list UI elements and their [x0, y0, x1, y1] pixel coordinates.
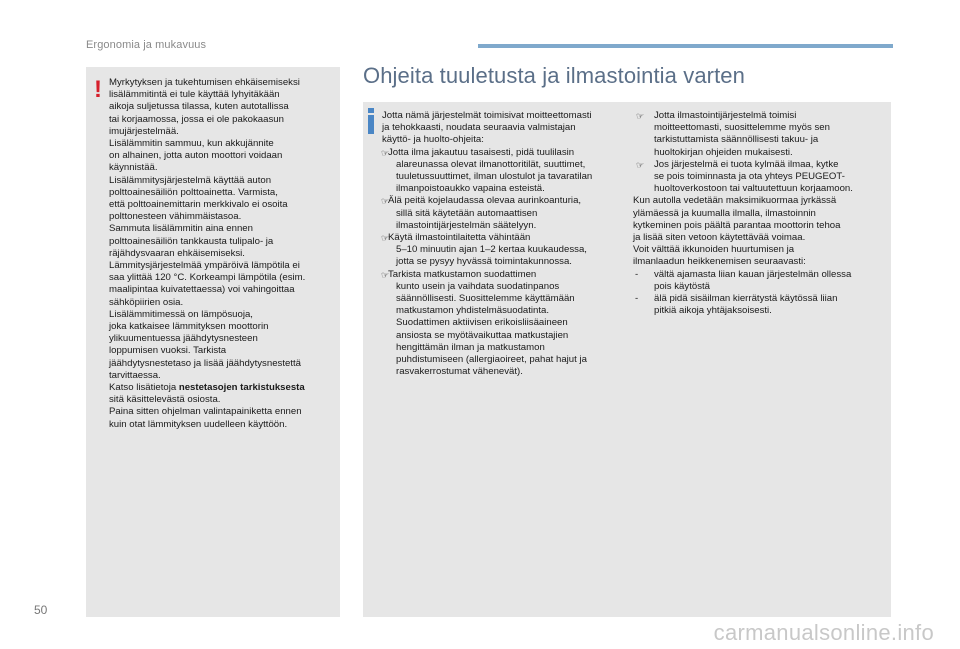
list-item: ☞ Älä peitä kojelaudassa olevaa aurinkoanturia, sillä sitä käytetään automaattisen ilmastointijärjestelmän säätelyyn. — [381, 195, 582, 231]
bullet-icon: ☞ — [381, 233, 390, 244]
warning-line: polttonesteen vähimmäistasoa. — [109, 211, 242, 223]
warning-line: Lisälämmitysjärjestelmä käyttää auton — [109, 174, 272, 186]
warning-line: Paina sitten ohjelman valintapainiketta ennen — [109, 406, 302, 418]
section-header: Ergonomia ja mukavuus — [86, 39, 207, 51]
info-column-left — [368, 110, 630, 378]
section-title: Ohjeita tuuletusta ja ilmastointia varten — [363, 63, 745, 88]
watermark: carmanualsonline.info — [713, 620, 934, 645]
warning-line: jäähdytysnestetaso ja lisää jäähdytysnestettä — [109, 357, 301, 369]
warning-line: on alhainen, jotta auton moottori voidaan — [109, 150, 283, 162]
intro-line: ja tehokkaasti, noudata seuraavia valmistajan — [382, 122, 576, 134]
paragraph-line: Voit välttää ikkunoiden huurtumisen ja — [633, 244, 795, 256]
list-item: ☞ Jos järjestelmä ei tuota kylmää ilmaa, kytke se pois toiminnasta ja ota yhteys PEUGEOT- huoltoverkostoon tai valtuutettuun korjaamoon. — [636, 158, 853, 195]
warning-line: käynnistää. — [109, 162, 158, 174]
paragraph-line: kytkeminen pois päältä parantaa moottorin tehoa — [633, 219, 841, 231]
list-item: ☞ Jotta ilma jakautuu tasaisesti, pidä tuulilasin alareunassa olevat ilmanottoritilät, suuttimet, tuuletussuuttimet, ilman ulostulot ja tavaratilan ilmanpoistoaukko vapaina esteistä. — [381, 146, 593, 195]
warning-line: sähköpiirien osia. — [109, 296, 184, 308]
info-box — [363, 102, 891, 617]
info-column-right — [633, 110, 889, 317]
warning-line: imujärjestelmää. — [109, 125, 179, 137]
paragraph-line: ja lisää siten vetoon käytettävää voimaa. — [633, 232, 806, 244]
warning-line: Sammuta lisälämmitin aina ennen — [109, 223, 253, 235]
list-item: ☞ Käytä ilmastointilaitetta vähintään 5–10 minuutin ajan 1–2 kertaa kuukaudessa, jotta se pysyy hyvässä toimintakunnossa. — [381, 232, 587, 268]
bullet-icon: ☞ — [381, 196, 390, 207]
warning-line: saa ylittää 120 °C. Korkeampi lämpötila (esim. — [109, 272, 306, 284]
warning-line: Lämmitysjärjestelmää ympäröivä lämpötila ei — [109, 260, 300, 272]
warning-line: polttoainesäiliön polttoainetta. Varmista, — [109, 186, 278, 198]
paragraph-line: ilmanlaadun heikkenemisen seuraavasti: — [633, 256, 806, 268]
bullet-icon: ☞ — [636, 159, 645, 170]
dash-marker: - — [635, 293, 639, 305]
warning-text — [109, 77, 338, 431]
warning-line: ylikuumentuessa jäähdytysnesteen — [109, 333, 258, 345]
warning-line: kuin otat lämmityksen uudelleen käyttöön. — [109, 418, 288, 430]
warning-line: loppumisen vuoksi. Tarkista — [109, 345, 227, 357]
warning-reference-line — [109, 382, 338, 394]
warning-line: aikoja suljetussa tilassa, kuten autotallissa — [109, 101, 289, 113]
bullet-icon: ☞ — [381, 269, 390, 280]
list-item: - älä pidä sisäilman kierrätystä käytössä liian pitkiä aikoja yhtäjaksoisesti. — [635, 293, 838, 317]
warning-line: lisälämmitintä ei tule käyttää lyhyitäkään — [109, 89, 280, 101]
list-item: ☞ Jotta ilmastointijärjestelmä toimisi moitteettomasti, suosittelemme myös sen tarkistuttamista säännöllisesti takuu- ja huoltokirjan ohjeiden mukaisesti. — [636, 110, 830, 158]
warning-box — [86, 67, 340, 617]
warning-line: räjähdysvaaran ehkäisemiseksi. — [109, 247, 245, 259]
warning-line: tarvittaessa. — [109, 369, 161, 381]
warning-line: polttoainesäiliön tankkausta tulipalo- ja — [109, 235, 274, 247]
warning-line: joka katkaisee lämmityksen moottorin — [109, 321, 269, 333]
warning-line: maalipintaa kuivatettaessa) voi vahingoittaa — [109, 284, 295, 296]
header-accent-bar — [478, 44, 893, 48]
paragraph-line: Kun autolla vedetään maksimikuormaa jyrkässä — [633, 195, 837, 207]
warning-line: sitä käsittelevästä osiosta. — [109, 394, 221, 406]
intro-line: käyttö- ja huolto-ohjeita: — [382, 134, 484, 146]
page-number: 50 — [34, 603, 48, 617]
warning-line: Lisälämmitin sammuu, kun akkujännite — [109, 138, 274, 150]
warning-line: että polttoainemittarin merkkivalo ei osoita — [109, 199, 288, 211]
warning-line: Myrkytyksen ja tukehtumisen ehkäisemiseksi — [109, 77, 300, 88]
list-item: - vältä ajamasta liian kauan järjestelmän ollessa pois käytöstä — [635, 268, 852, 292]
reference-prefix: Katso lisätietoja — [109, 382, 179, 394]
reference-link-text[interactable]: nestetasojen tarkistuksesta — [178, 382, 305, 394]
bullet-icon: ☞ — [636, 111, 645, 121]
bullet-icon: ☞ — [381, 147, 390, 158]
exclamation-icon: ! — [94, 76, 102, 103]
warning-line: Lisälämmitimessä on lämpösuoja, — [109, 308, 253, 320]
list-item: ☞ Tarkista matkustamon suodattimen kunto usein ja vaihdata suodatinpanos säännöllisesti. Suosittelemme käyttämään matkustamon yhdistelmäsuodatinta. Suodattimen aktiivisen erikoisliisäaineen ansiosta se myötävaikuttaa matkustajien hengittämän ilman ja matkustamon puhdistumiseen (allergiaoireet, pahat hajut ja rasvakerrostumat vähenevät). — [381, 268, 587, 378]
warning-line: tai korjaamossa, jossa ei ole pakokaasun — [109, 113, 284, 125]
intro-line: Jotta nämä järjestelmät toimisivat moitteettomasti — [382, 110, 592, 121]
paragraph-line: ylämäessä ja kuumalla ilmalla, ilmastoinnin — [633, 207, 816, 219]
dash-marker: - — [635, 268, 639, 280]
